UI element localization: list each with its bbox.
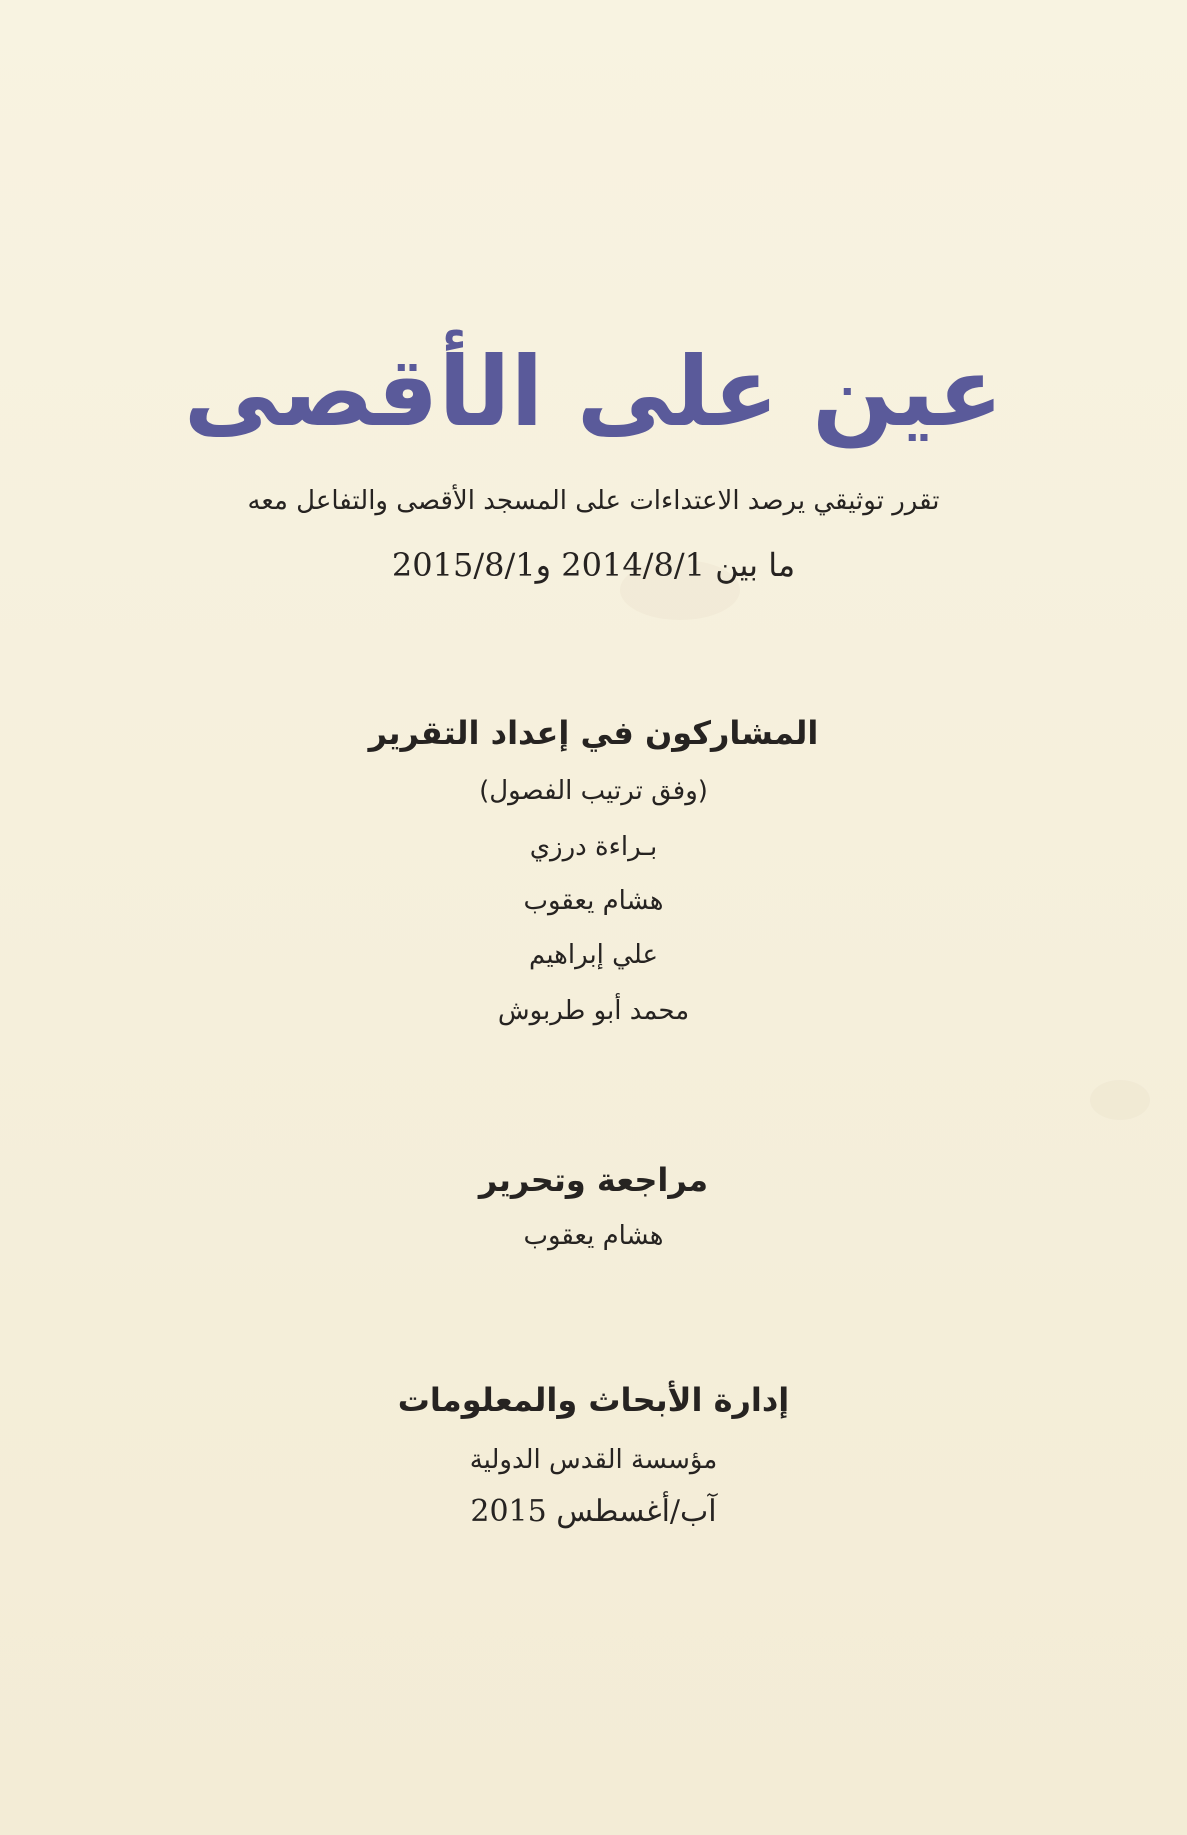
participant-name: علي إبراهيم	[529, 940, 658, 970]
publication-date: آب/أغسطس 2015	[470, 1494, 717, 1529]
date-range: ما بين 2014/8/1 و2015/8/1	[391, 546, 796, 584]
document-title: عين على الأقصى	[183, 336, 1004, 448]
publisher-heading: إدارة الأبحاث والمعلومات	[397, 1381, 790, 1419]
participant-name: محمد أبو طربوش	[497, 996, 690, 1026]
participants-order-note: (وفق ترتيب الفصول)	[479, 776, 708, 806]
reviewer-name: هشام يعقوب	[523, 1221, 664, 1251]
participant-name: هشام يعقوب	[523, 886, 664, 916]
review-heading: مراجعة وتحرير	[478, 1161, 709, 1199]
paper-texture	[1090, 1080, 1150, 1120]
organization-name: مؤسسة القدس الدولية	[469, 1445, 718, 1475]
participants-heading: المشاركون في إعداد التقرير	[368, 714, 819, 752]
document-subtitle: تقرر توثيقي يرصد الاعتداءات على المسجد الأقصى والتفاعل معه	[247, 486, 940, 516]
participant-name: بـراءة درزي	[529, 832, 658, 862]
